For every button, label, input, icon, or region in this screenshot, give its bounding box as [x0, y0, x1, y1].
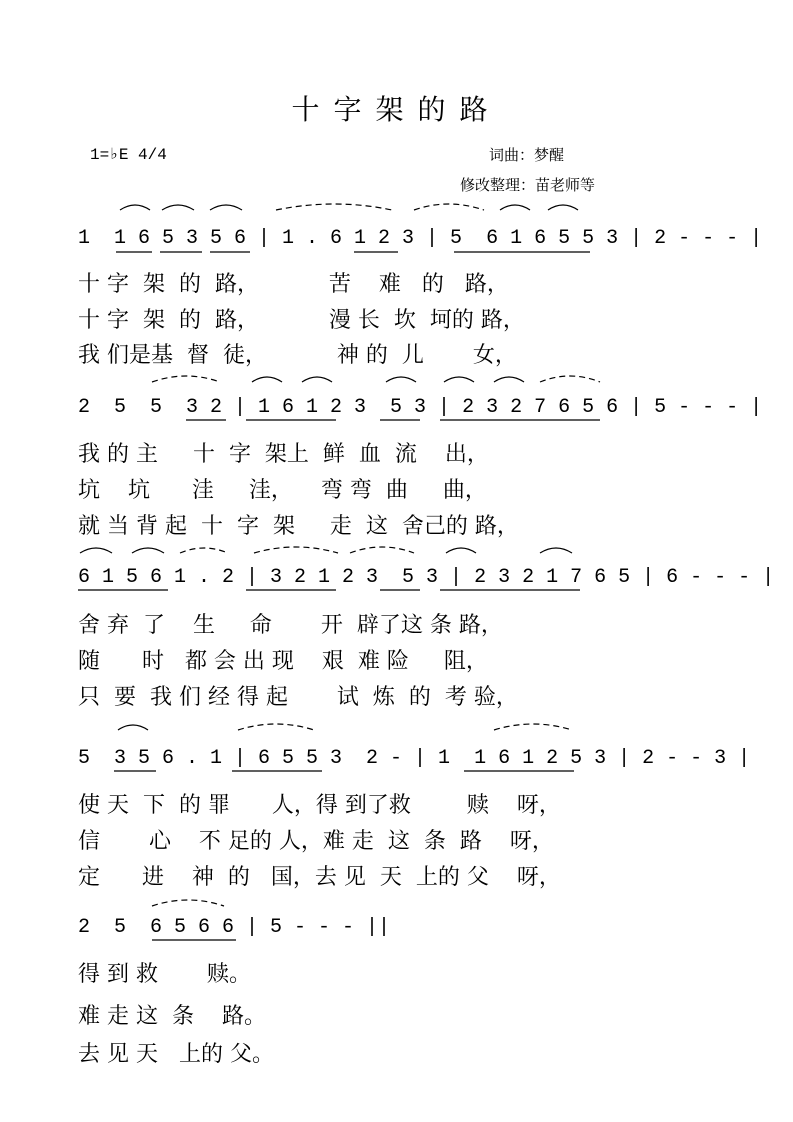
lyric-line-3-3: 只 要 我 们 经 得 起 试 炼 的 考 验， — [78, 685, 518, 710]
lyric-line-2-3: 就 当 背 起 十 字 架 走 这 舍己的 路， — [78, 514, 519, 539]
notation-line-1: 1 1 6 5 3 5 6 | 1 . 6 1 2 3 | 5 6 1 6 5 5 3 | 2 - - - | — [78, 227, 763, 250]
key-signature: 1=♭E 4/4 — [90, 146, 167, 164]
lyric-line-1-2: 十 字 架 的 路， 漫 长 坎 坷的 路， — [78, 308, 525, 333]
lyric-line-4-1: 使 天 下 的 罪 人，得 到了救 赎 呀， — [78, 793, 561, 818]
lyric-line-1-1: 十 字 架 的 路， 苦 难 的 路， — [78, 272, 509, 297]
lyric-line-2-2: 坑 坑 洼 洼， 弯 弯 曲 曲， — [78, 478, 487, 503]
notation-line-4: 5 3 5 6 . 1 | 6 5 5 3 2 - | 1 1 6 1 2 5 3 | 2 - - 3 | — [78, 747, 751, 770]
notation-line-3: 6 1 5 6 1 . 2 | 3 2 1 2 3 5 3 | 2 3 2 1 7 6 5 | 6 - - - | — [78, 566, 775, 589]
credit-lyrics-music: 词曲：梦醒 — [489, 146, 565, 164]
lyric-line-3-1: 舍 弃 了 生 命 开 辟了这 条 路， — [78, 613, 503, 638]
lyric-line-4-2: 信 心 不 足的 人，难 走 这 条 路 呀， — [78, 829, 554, 854]
notation-line-2: 2 5 5 3 2 | 1 6 1 2 3 5 3 | 2 3 2 7 6 5 6 | 5 - - - | — [78, 396, 763, 419]
lyric-line-5-3: 去 见 天 上的 父。 — [78, 1042, 274, 1067]
lyric-line-4-3: 定 进 神 的 国，去 见 天 上的 父 呀， — [78, 865, 561, 890]
lyric-line-3-2: 随 时 都 会 出 现 艰 难 险 阻， — [78, 649, 488, 674]
lyric-line-5-1: 得 到 救 赎。 — [78, 962, 251, 987]
lyric-line-5-2: 难 走 这 条 路。 — [78, 1004, 266, 1029]
song-title: 十字架的路 — [291, 93, 502, 126]
lyric-line-1-3: 我 们是基 督 徒， 神 的 儿 女， — [78, 343, 517, 368]
lyric-line-2-1: 我 的 主 十 字 架上 鲜 血 流 出， — [78, 442, 489, 467]
notation-line-5: 2 5 6 5 6 6 | 5 - - - || — [78, 916, 391, 939]
credit-arranged: 修改整理：苗老师等 — [460, 176, 596, 194]
